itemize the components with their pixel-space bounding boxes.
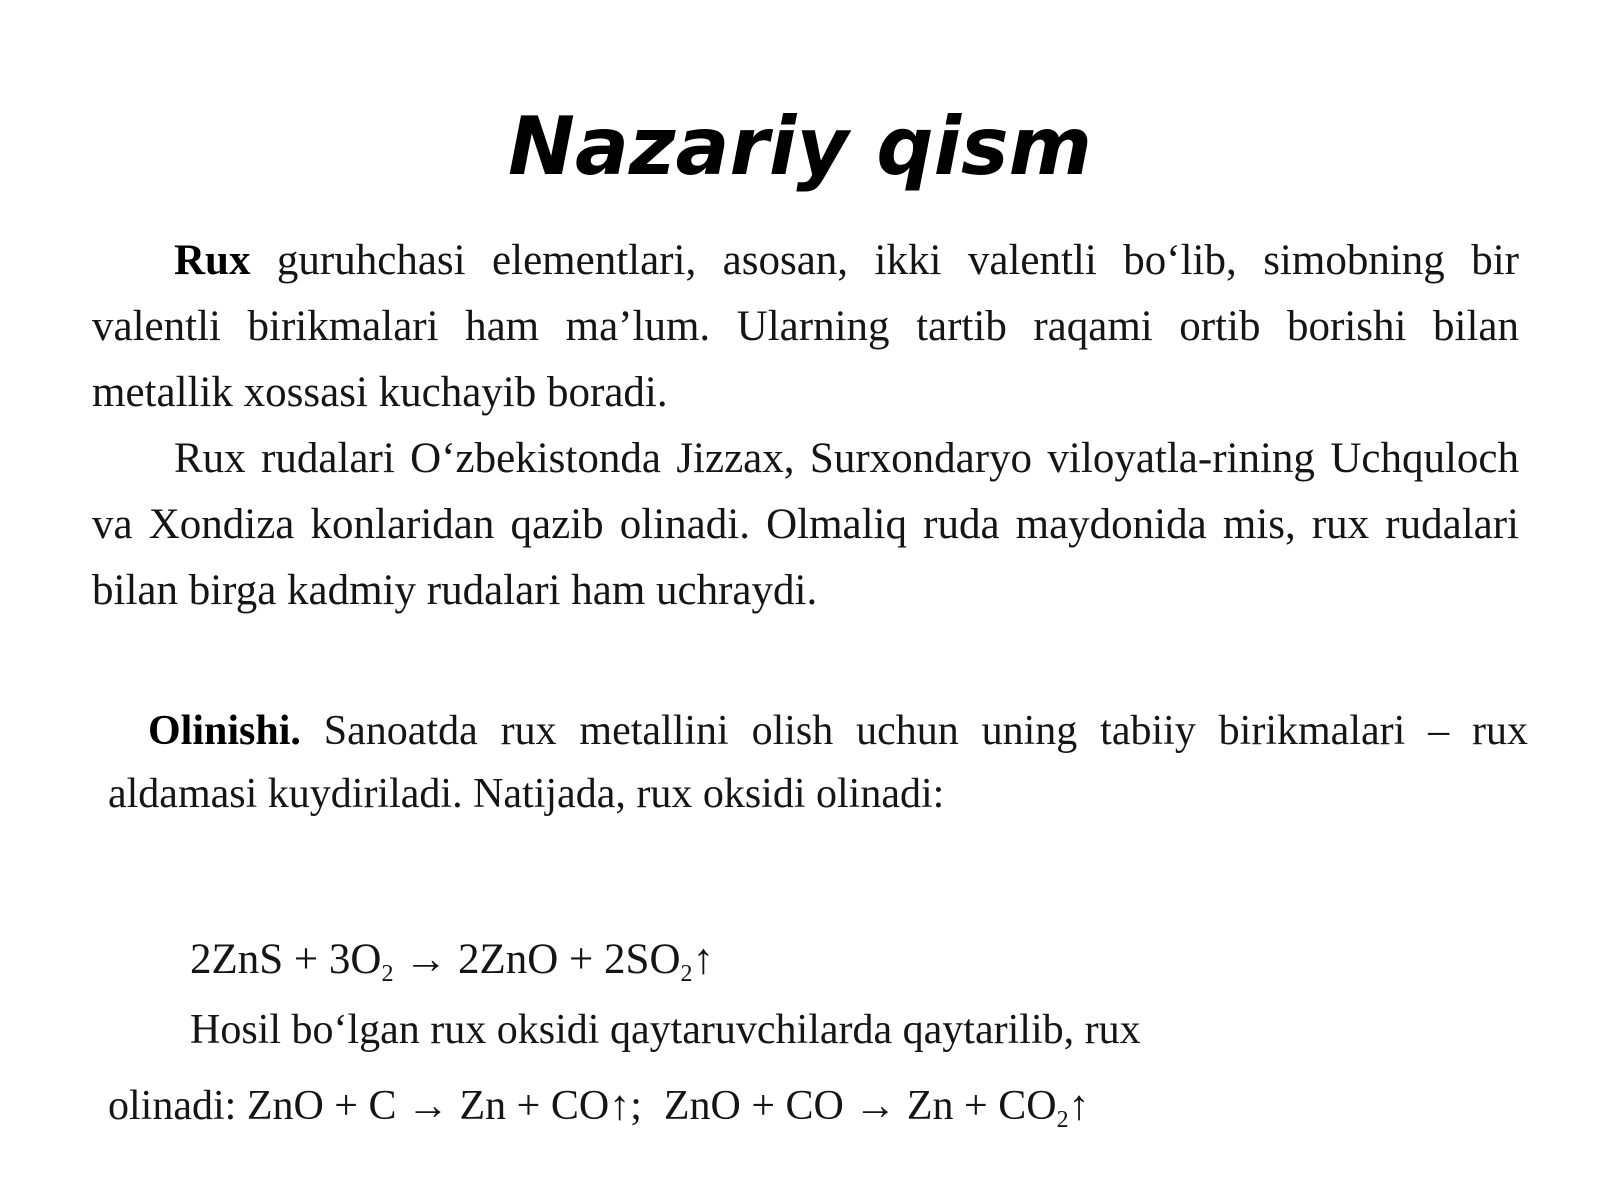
page-title: Nazariy qism — [507, 100, 1093, 193]
paragraph-rux-valence — [92, 228, 1519, 426]
paragraph-rux-ores-text: Rux rudalari O‘zbekistonda Jizzax, Surxondaryo viloyatla-rining Uchquloch va Xondiza konlaridan qazib olinadi. Olmaliq ruda maydonida mis, rux rudalari bilan birga kadmiy rudalari ham uchraydi. — [92, 435, 1519, 614]
reaction-zno-co: ZnO + CO → Zn + CO — [663, 1083, 1057, 1129]
reaction-zns-sub2: 2 — [680, 961, 693, 987]
reduction-text-block — [108, 992, 1528, 1144]
gas-arrow-icon: ↑ — [692, 936, 715, 983]
olinishi-text-block — [108, 700, 1528, 826]
term-olinishi: Olinishi. — [148, 708, 301, 754]
paragraph-olinishi — [108, 700, 1528, 826]
term-rux: Rux — [174, 237, 251, 284]
reaction-zns-left: 2ZnS + 3O — [190, 936, 382, 983]
paragraph-rux-ores — [92, 426, 1519, 624]
intro-text-block — [92, 228, 1519, 624]
reaction-zns-middle: → 2ZnO + 2SO — [393, 936, 681, 983]
reaction-zns-sub1: 2 — [381, 961, 394, 987]
paragraph-reduction-text: Hosil bo‘lgan rux oksidi qaytaruvchilarda qaytarilib, rux — [190, 1007, 1141, 1053]
gas-arrow-icon: ↑ — [1068, 1083, 1090, 1129]
reduction-equations-line — [108, 1068, 1528, 1144]
reaction-zno-co-sub: 2 — [1056, 1107, 1069, 1133]
paragraph-olinishi-text: Sanoatda rux metallini olish uchun uning tabiiy birikmalari – rux aldamasi kuydiriladi. Natijada, rux oksidi olinadi: — [108, 708, 1528, 817]
reaction-zno-carbon: olinadi: ZnO + C → Zn + CO↑; — [108, 1083, 642, 1129]
paragraph-rux-valence-text: guruhchasi elementlari, asosan, ikki valentli bo‘lib, simobning bir valentli birikmalari ham ma’lum. Ularning tartib raqami ortib borishi bilan metallik xossasi kuchayib boradi. — [92, 237, 1519, 416]
paragraph-reduction — [108, 992, 1528, 1068]
reaction-zns-roasting — [190, 935, 715, 987]
